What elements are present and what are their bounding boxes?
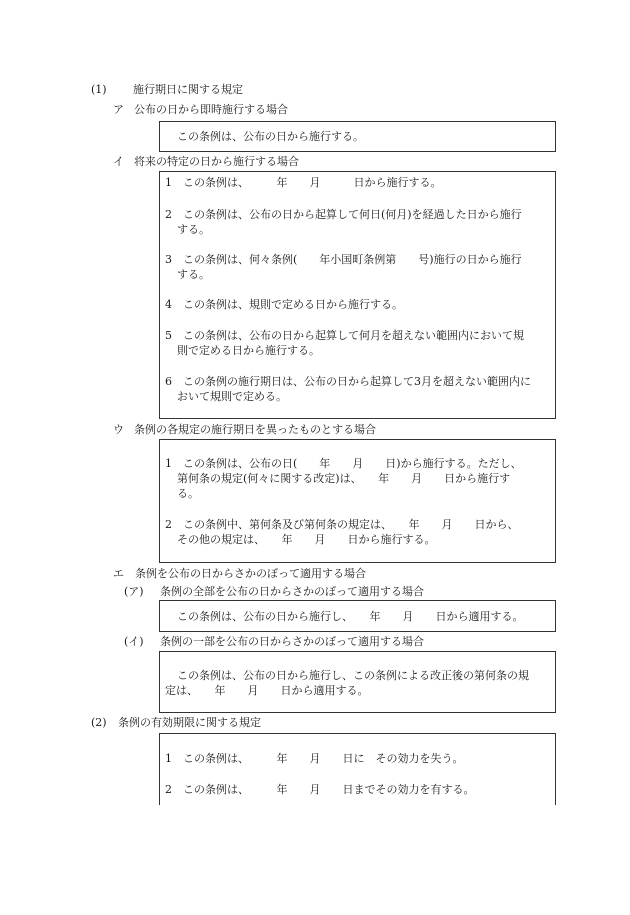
- item-u-1-cont2: る。: [177, 487, 199, 500]
- item-s2-1: 1 この条例は、 年 月 日に その効力を失う。: [165, 752, 464, 765]
- item-i-5: 5 この条例は、公布の日から起算して何月を超えない範囲内において規: [165, 329, 524, 342]
- subsection-i-marker: イ: [113, 155, 124, 168]
- sub-i-marker: (イ): [124, 635, 144, 648]
- item-i-5-cont: 則で定める日から施行する。: [177, 344, 320, 357]
- item-i-1: 1 この条例は、 年 月 日から施行する。: [165, 176, 442, 189]
- item-u-2-cont: その他の規定は、 年 月 日から施行する。: [177, 533, 436, 546]
- section-1-number: (1): [91, 83, 107, 96]
- subsection-a-title: 公布の日から即時施行する場合: [134, 103, 288, 116]
- box-sub-i: [159, 651, 556, 713]
- section-1-title: 施行期日に関する規定: [133, 83, 243, 96]
- item-i-6: 6 この条例の施行期日は、公布の日から起算して3月を超えない範囲内に: [165, 375, 531, 388]
- box-sub-i-line2: 定は、 年 月 日から適用する。: [165, 684, 369, 697]
- box-u: [159, 439, 556, 563]
- sub-i-title: 条例の一部を公布の日からさかのぼって適用する場合: [160, 635, 424, 648]
- subsection-a-marker: ア: [113, 103, 124, 116]
- item-u-2: 2 この条例中、第何条及び第何条の規定は、 年 月 日から、: [165, 518, 519, 531]
- subsection-u-title: 条例の各規定の施行期日を異ったものとする場合: [134, 423, 376, 436]
- box-sub-a-text: この条例は、公布の日から施行し、 年 月 日から適用する。: [177, 610, 524, 623]
- sub-a-marker: (ア): [124, 585, 144, 598]
- item-i-3: 3 この条例は、何々条例( 年小国町条例第 号)施行の日から施行: [165, 253, 522, 266]
- subsection-e-title: 条例を公布の日からさかのぼって適用する場合: [135, 567, 366, 580]
- section-2-number: (2): [91, 716, 107, 729]
- item-i-4: 4 この条例は、規則で定める日から施行する。: [165, 298, 403, 311]
- section-2-title: 条例の有効期限に関する規定: [118, 716, 261, 729]
- subsection-e-marker: エ: [113, 567, 124, 580]
- box-i: [159, 171, 556, 419]
- box-sub-a: [159, 600, 556, 632]
- item-s2-2: 2 この条例は、 年 月 日までその効力を有する。: [165, 783, 475, 796]
- item-i-3-cont: する。: [177, 268, 210, 281]
- box-a-text: この条例は、公布の日から施行する。: [177, 130, 364, 143]
- sub-a-title: 条例の全部を公布の日からさかのぼって適用する場合: [160, 585, 424, 598]
- item-u-1: 1 この条例は、公布の日( 年 月 日)から施行する。ただし、: [165, 457, 522, 470]
- box-s2: [159, 733, 556, 805]
- box-sub-i-line1: この条例は、公布の日から施行し、この条例による改正後の第何条の規: [177, 669, 529, 682]
- item-i-6-cont: おいて規則で定める。: [177, 390, 287, 403]
- subsection-u-marker: ウ: [113, 423, 124, 436]
- item-i-2-cont: する。: [177, 223, 210, 236]
- item-u-1-cont: 第何条の規定(何々に関する改定)は、 年 月 日から施行す: [177, 472, 511, 485]
- item-i-2: 2 この条例は、公布の日から起算して何日(何月)を経過した日から施行: [165, 208, 522, 221]
- subsection-i-title: 将来の特定の日から施行する場合: [134, 155, 299, 168]
- box-a: [159, 121, 556, 152]
